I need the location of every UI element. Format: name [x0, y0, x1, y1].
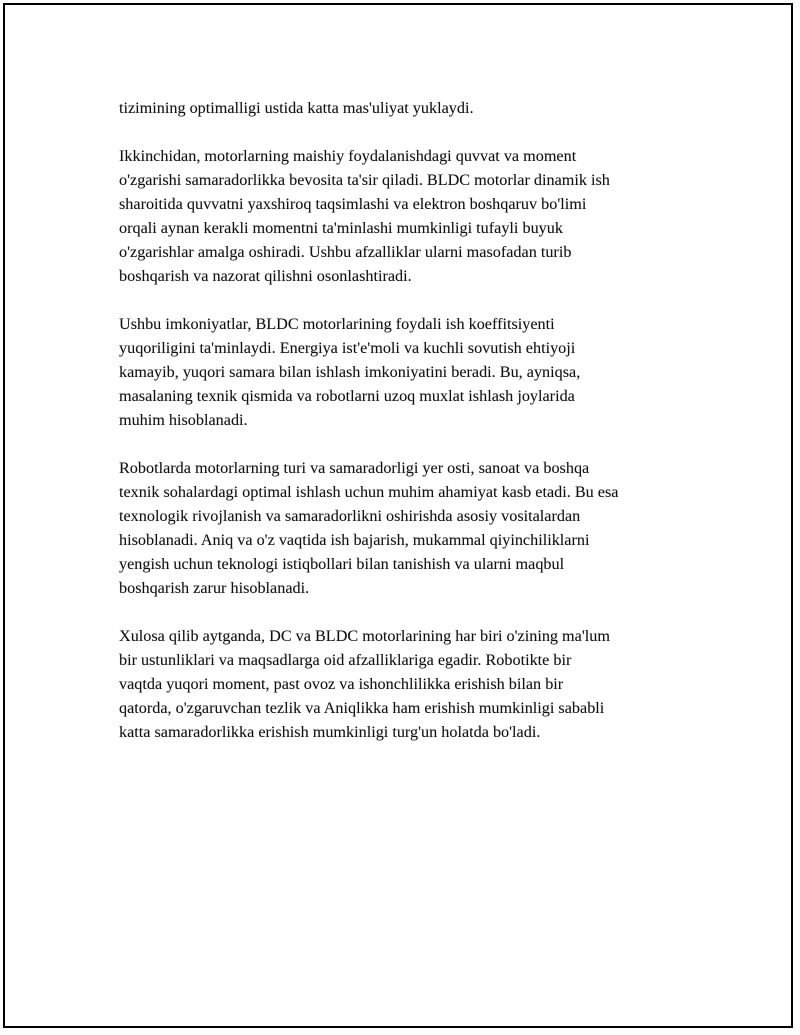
- paragraph-4: [119, 456, 699, 600]
- text-line: kamayib, yuqori samara bilan ishlash imkoniyatini beradi. Bu, ayniqsa,: [119, 363, 581, 381]
- text-line: hisoblanadi. Aniq va o'z vaqtida ish bajarish, mukammal qiyinchiliklarni: [119, 531, 590, 549]
- text-line: tizimining optimalligi ustida katta mas'uliyat yuklaydi.: [119, 99, 474, 117]
- paragraph-5: [119, 624, 699, 744]
- paragraph-2: [119, 144, 699, 288]
- document-page: [3, 3, 793, 1028]
- text-line: o'zgarishlar amalga oshiradi. Ushbu afzalliklar ularni masofadan turib: [119, 243, 572, 261]
- text-line: Xulosa qilib aytganda, DC va BLDC motorlarining har biri o'zining ma'lum: [119, 627, 610, 645]
- text-line: Robotlarda motorlarning turi va samaradorligi yer osti, sanoat va boshqa: [119, 459, 590, 477]
- text-line: boshqarish va nazorat qilishni osonlashtiradi.: [119, 267, 412, 285]
- text-line: qatorda, o'zgaruvchan tezlik va Aniqlikka ham erishish mumkinligi sababli: [119, 699, 605, 717]
- text-line: o'zgarishi samaradorlikka bevosita ta'sir qiladi. BLDC motorlar dinamik ish: [119, 171, 610, 189]
- text-line: masalaning texnik qismida va robotlarni uzoq muxlat ishlash joylarida: [119, 387, 575, 405]
- text-line: boshqarish zarur hisoblanadi.: [119, 579, 310, 597]
- text-line: yengish uchun teknologi istiqbollari bilan tanishish va ularni maqbul: [119, 555, 565, 573]
- text-line: orqali aynan kerakli momentni ta'minlashi mumkinligi tufayli buyuk: [119, 219, 563, 237]
- text-line: texnologik rivojlanish va samaradorlikni oshirishda asosiy vositalardan: [119, 507, 581, 525]
- text-line: Ikkinchidan, motorlarning maishiy foydalanishdagi quvvat va moment: [119, 147, 577, 165]
- text-line: vaqtda yuqori moment, past ovoz va ishonchlilikka erishish bilan bir: [119, 675, 564, 693]
- text-line: katta samaradorlikka erishish mumkinligi turg'un holatda bo'ladi.: [119, 723, 541, 741]
- text-line: Ushbu imkoniyatlar, BLDC motorlarining foydali ish koeffitsiyenti: [119, 315, 555, 333]
- paragraph-1: [119, 96, 699, 120]
- text-line: bir ustunliklari va maqsadlarga oid afzalliklariga egadir. Robotikte bir: [119, 651, 572, 669]
- paragraph-3: [119, 312, 699, 432]
- text-line: sharoitida quvvatni yaxshiroq taqsimlashi va elektron boshqaruv bo'limi: [119, 195, 587, 213]
- text-line: texnik sohalardagi optimal ishlash uchun muhim ahamiyat kasb etadi. Bu esa: [119, 483, 619, 501]
- document-body: [119, 96, 699, 768]
- text-line: muhim hisoblanadi.: [119, 411, 248, 429]
- text-line: yuqoriligini ta'minlaydi. Energiya ist'e'moli va kuchli sovutish ehtiyoji: [119, 339, 576, 357]
